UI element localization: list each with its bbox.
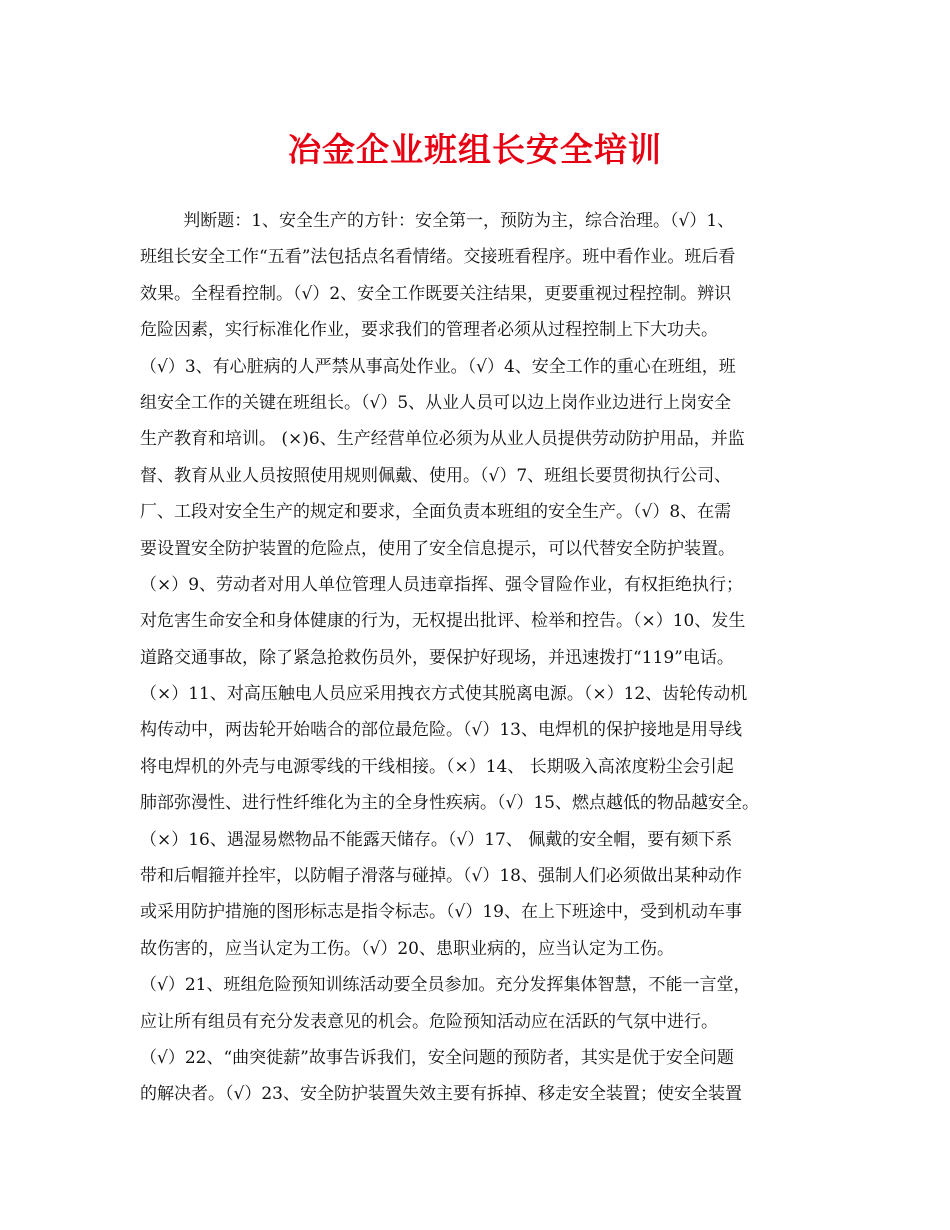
document-title: 冶金企业班组长安全培训 [288,130,662,169]
body-line: 判断题：1、安全生产的方针：安全第一，预防为主，综合治理。（√）1、 [140,211,735,231]
body-line: （√）3、有心脏病的人严禁从事高处作业。（√）4、安全工作的重心在班组，班 [140,356,736,377]
body-line: 带和后帽箍并拴牢，以防帽子滑落与碰掉。（√）18、强制人们必须做出某种动作 [140,866,742,887]
body-line: 肺部弥漫性、进行性纤维化为主的全身性疾病。（√）15、燃点越低的物品越安全。 [140,793,759,814]
body-line: 班组长安全工作“五看”法包括点名看情绪。交接班看程序。班中看作业。班后看 [140,247,736,268]
body-line: 效果。全程看控制。（√）2、安全工作既要关注结果，更要重视过程控制。辨识 [140,283,732,304]
body-line: 督、教育从业人员按照使用规则佩戴、使用。（√）7、班组长要贯彻执行公司、 [140,465,732,486]
body-line: 或采用防护措施的图形标志是指令标志。（√）19、在上下班途中，受到机动车事 [140,902,742,923]
body-line: （√）22、“曲突徙薪”故事告诉我们，安全问题的预防者，其实是优于安全问题 [140,1047,734,1068]
body-line: 要设置安全防护装置的危险点，使用了安全信息提示，可以代替安全防护装置。 [140,538,735,559]
body-line: （×）11、对高压触电人员应采用拽衣方式使其脱离电源。（×）12、齿轮传动机 [140,684,748,705]
body-line: （×）9、劳动者对用人单位管理人员违章指挥、强令冒险作业，有权拒绝执行； [140,574,744,595]
body-line: 将电焊机的外壳与电源零线的干线相接。（×）14、 长期吸入高浓度粉尘会引起 [140,756,734,777]
body-line: 故伤害的，应当认定为工伤。（√）20、患职业病的，应当认定为工伤。 [140,938,674,959]
document-body [140,203,820,1113]
body-line: 构传动中，两齿轮开始啮合的部位最危险。（√）13、电焊机的保护接地是用导线 [140,720,742,741]
body-line: （×）16、遇湿易燃物品不能露天储存。（√）17、 佩戴的安全帽，要有颏下系 [140,829,733,850]
body-line: 的解决者。（√）23、安全防护装置失效主要有拆掉、移走安全装置；使安全装置 [140,1084,742,1105]
body-line: 对危害生命安全和身体健康的行为，无权提出批评、检举和控告。（×）10、发生 [140,611,746,632]
body-line: （√）21、班组危险预知训练活动要全员参加。充分发挥集体智慧，不能一言堂， [140,975,751,996]
body-line: 道路交通事故，除了紧急抢救伤员外，要保护好现场，并迅速拨打“119”电话。 [140,647,734,668]
body-line: 厂、工段对安全生产的规定和要求，全面负责本班组的安全生产。（√）8、在需 [140,502,732,523]
body-line: 生产教育和培训。 (×)6、生产经营单位必须为从业人员提供劳动防护用品，并监 [140,429,745,450]
body-line: 危险因素，实行标准化作业，要求我们的管理者必须从过程控制上下大功夫。 [140,320,718,341]
body-line: 应让所有组员有充分发表意见的机会。危险预知活动应在活跃的气氛中进行。 [140,1011,718,1032]
body-line: 组安全工作的关键在班组长。（√）5、从业人员可以边上岗作业边进行上岗安全 [140,392,732,413]
